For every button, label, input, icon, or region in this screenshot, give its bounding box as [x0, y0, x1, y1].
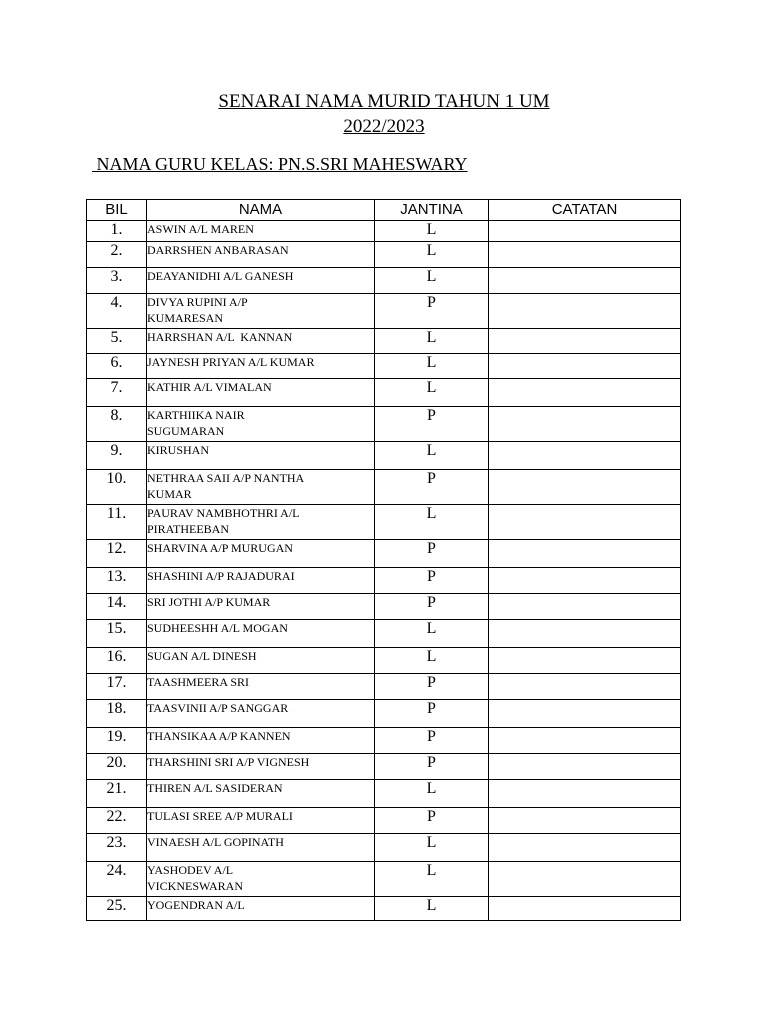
nama-cell: TAASHMEERA SRI — [147, 674, 375, 700]
bil-cell: 12. — [87, 540, 147, 568]
bil-cell: 25. — [87, 897, 147, 921]
jantina-cell: P — [375, 728, 489, 754]
catatan-cell — [489, 379, 681, 407]
catatan-cell — [489, 407, 681, 442]
catatan-cell — [489, 221, 681, 242]
nama-cell: SUGAN A/L DINESH — [147, 648, 375, 674]
bil-cell: 9. — [87, 442, 147, 470]
jantina-cell: L — [375, 268, 489, 294]
bil-cell: 11. — [87, 505, 147, 540]
jantina-cell: L — [375, 505, 489, 540]
jantina-cell: P — [375, 808, 489, 834]
nama-cell: YASHODEV A/L VICKNESWARAN — [147, 862, 375, 897]
nama-cell: SHARVINA A/P MURUGAN — [147, 540, 375, 568]
nama-cell: DARRSHEN ANBARASAN — [147, 242, 375, 268]
jantina-cell: P — [375, 700, 489, 728]
header-nama: NAMA — [147, 200, 375, 221]
jantina-cell: P — [375, 754, 489, 780]
bil-cell: 24. — [87, 862, 147, 897]
catatan-cell — [489, 834, 681, 862]
jantina-cell: P — [375, 407, 489, 442]
table-row — [87, 470, 681, 505]
jantina-cell: L — [375, 780, 489, 808]
bil-cell: 7. — [87, 379, 147, 407]
bil-cell: 2. — [87, 242, 147, 268]
table-row — [87, 407, 681, 442]
table-row — [87, 294, 681, 329]
catatan-cell — [489, 700, 681, 728]
nama-cell: THARSHINI SRI A/P VIGNESH — [147, 754, 375, 780]
table-row — [87, 674, 681, 700]
jantina-cell: L — [375, 329, 489, 354]
bil-cell: 17. — [87, 674, 147, 700]
jantina-cell: P — [375, 540, 489, 568]
nama-cell: TAASVINII A/P SANGGAR — [147, 700, 375, 728]
jantina-cell: L — [375, 379, 489, 407]
bil-cell: 20. — [87, 754, 147, 780]
catatan-cell — [489, 674, 681, 700]
table-row — [87, 897, 681, 921]
bil-cell: 5. — [87, 329, 147, 354]
header-bil: BIL — [87, 200, 147, 221]
bil-cell: 3. — [87, 268, 147, 294]
catatan-cell — [489, 354, 681, 379]
catatan-cell — [489, 329, 681, 354]
nama-cell: NETHRAA SAII A/P NANTHA KUMAR — [147, 470, 375, 505]
jantina-cell: L — [375, 242, 489, 268]
catatan-cell — [489, 470, 681, 505]
nama-cell: KATHIR A/L VIMALAN — [147, 379, 375, 407]
jantina-cell: L — [375, 648, 489, 674]
table-row — [87, 540, 681, 568]
nama-cell: DIVYA RUPINI A/P KUMARESAN — [147, 294, 375, 329]
bil-cell: 23. — [87, 834, 147, 862]
catatan-cell — [489, 897, 681, 921]
catatan-cell — [489, 620, 681, 648]
table-row — [87, 780, 681, 808]
table-row — [87, 648, 681, 674]
header-catatan: CATATAN — [489, 200, 681, 221]
table-row — [87, 620, 681, 648]
bil-cell: 10. — [87, 470, 147, 505]
catatan-cell — [489, 594, 681, 620]
bil-cell: 13. — [87, 568, 147, 594]
table-row — [87, 268, 681, 294]
nama-cell: HARRSHAN A/L KANNAN — [147, 329, 375, 354]
student-roster-table — [86, 199, 681, 921]
catatan-cell — [489, 268, 681, 294]
jantina-cell: P — [375, 294, 489, 329]
class-teacher-label: NAMA GURU KELAS: PN.S.SRI MAHESWARY — [92, 154, 468, 174]
catatan-cell — [489, 294, 681, 329]
bil-cell: 6. — [87, 354, 147, 379]
table-row — [87, 754, 681, 780]
nama-cell: YOGENDRAN A/L — [147, 897, 375, 921]
table-row — [87, 594, 681, 620]
nama-cell: THANSIKAA A/P KANNEN — [147, 728, 375, 754]
table-row — [87, 221, 681, 242]
bil-cell: 4. — [87, 294, 147, 329]
catatan-cell — [489, 242, 681, 268]
jantina-cell: L — [375, 354, 489, 379]
catatan-cell — [489, 505, 681, 540]
catatan-cell — [489, 780, 681, 808]
table-row — [87, 808, 681, 834]
nama-cell: PAURAV NAMBHOTHRI A/L PIRATHEEBAN — [147, 505, 375, 540]
bil-cell: 19. — [87, 728, 147, 754]
jantina-cell: P — [375, 674, 489, 700]
header-jantina: JANTINA — [375, 200, 489, 221]
jantina-cell: L — [375, 221, 489, 242]
page-title: SENARAI NAMA MURID TAHUN 1 UM — [218, 91, 550, 112]
table-row — [87, 242, 681, 268]
nama-cell: SUDHEESHH A/L MOGAN — [147, 620, 375, 648]
table-row — [87, 442, 681, 470]
jantina-cell: L — [375, 620, 489, 648]
nama-cell: KARTHIIKA NAIR SUGUMARAN — [147, 407, 375, 442]
bil-cell: 22. — [87, 808, 147, 834]
jantina-cell: L — [375, 862, 489, 897]
catatan-cell — [489, 754, 681, 780]
nama-cell: KIRUSHAN — [147, 442, 375, 470]
nama-cell: TULASI SREE A/P MURALI — [147, 808, 375, 834]
table-body — [87, 221, 681, 921]
table-row — [87, 834, 681, 862]
nama-cell: SHASHINI A/P RAJADURAI — [147, 568, 375, 594]
catatan-cell — [489, 540, 681, 568]
table-row — [87, 568, 681, 594]
jantina-cell: L — [375, 834, 489, 862]
table-row — [87, 728, 681, 754]
bil-cell: 18. — [87, 700, 147, 728]
table-header-row — [87, 200, 681, 221]
bil-cell: 1. — [87, 221, 147, 242]
catatan-cell — [489, 862, 681, 897]
table-row — [87, 379, 681, 407]
table-row — [87, 505, 681, 540]
catatan-cell — [489, 568, 681, 594]
catatan-cell — [489, 728, 681, 754]
table-row — [87, 329, 681, 354]
table-row — [87, 354, 681, 379]
page-subtitle-year: 2022/2023 — [343, 116, 425, 137]
nama-cell: DEAYANIDHI A/L GANESH — [147, 268, 375, 294]
nama-cell: JAYNESH PRIYAN A/L KUMAR — [147, 354, 375, 379]
nama-cell: SRI JOTHI A/P KUMAR — [147, 594, 375, 620]
catatan-cell — [489, 808, 681, 834]
bil-cell: 8. — [87, 407, 147, 442]
jantina-cell: P — [375, 568, 489, 594]
bil-cell: 14. — [87, 594, 147, 620]
bil-cell: 21. — [87, 780, 147, 808]
nama-cell: THIREN A/L SASIDERAN — [147, 780, 375, 808]
jantina-cell: L — [375, 442, 489, 470]
jantina-cell: P — [375, 470, 489, 505]
table-row — [87, 700, 681, 728]
jantina-cell: P — [375, 594, 489, 620]
bil-cell: 16. — [87, 648, 147, 674]
catatan-cell — [489, 442, 681, 470]
bil-cell: 15. — [87, 620, 147, 648]
table-row — [87, 862, 681, 897]
nama-cell: ASWIN A/L MAREN — [147, 221, 375, 242]
nama-cell: VINAESH A/L GOPINATH — [147, 834, 375, 862]
jantina-cell: L — [375, 897, 489, 921]
catatan-cell — [489, 648, 681, 674]
